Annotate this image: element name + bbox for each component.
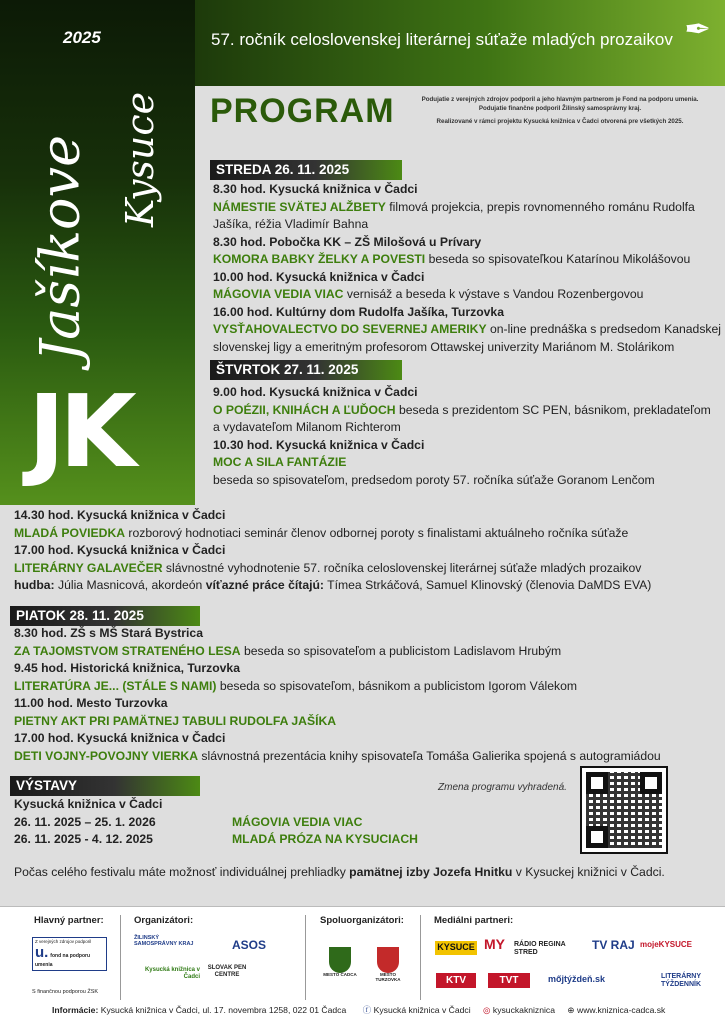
exhibition-dates: 26. 11. 2025 – 25. 1. 2026 [14, 814, 156, 829]
instagram-icon: ◎ [483, 1005, 491, 1015]
event-time-location: 16.00 hod. Kultúrny dom Rudolfa Jašíka, Turzovka [213, 304, 504, 319]
kk-logo: Kysucká knižnica v Čadci [144, 967, 200, 980]
support-line: Realizované v rámci projektu Kysucká knižnica v Čadci otvorená pre všetkých 2025. [436, 118, 684, 126]
tvraj-logo: TV RAJ [592, 938, 635, 952]
event-description: Jašíka, réžia Vladimír Bahna [213, 217, 369, 231]
header-subtitle: 57. ročník celoslovenskej literárnej súťaže mladých prozaikov [211, 30, 673, 49]
thursday-afternoon-program [14, 507, 719, 595]
memorial-room-note [14, 864, 714, 882]
footer-separator [305, 915, 306, 1000]
event-title: KOMORA BABKY ŽELKY A POVESTI [213, 252, 426, 266]
event-time-location: 9.00 hod. Kysucká knižnica v Čadci [213, 385, 418, 399]
event-description: Tímea Strkáčová, Samuel Klinovský (členovia DaMDS EVA) [323, 578, 652, 592]
program-line [213, 216, 718, 234]
day-header-exhibitions: VÝSTAVY [10, 776, 200, 796]
literarny-tyzdennik-logo: LITERÁRNY TÝŽDENNÍK [660, 973, 702, 988]
program-line [213, 402, 718, 420]
festival-title-sub: Kysuce [118, 91, 162, 227]
zsk-note: S finančnou podporou ŽSK [32, 989, 99, 995]
event-time-location: 8.30 hod. Pobočka KK – ZŠ Milošová u Prívary [213, 234, 482, 249]
organizers-heading: Organizátori: [134, 915, 194, 926]
wednesday-program [213, 181, 722, 356]
turzovka-crest [368, 947, 408, 983]
program-line [213, 199, 718, 217]
event-description: slávnostná prezentácia knihy spisovateľa Tomáša Galierika spojená s autogramiádou [198, 748, 661, 763]
event-description: vernisáž a beseda k výstave s Vandou Rozenbergovou [343, 287, 644, 301]
footer-separator [120, 915, 121, 1000]
program-line [213, 419, 718, 437]
program-line [213, 269, 718, 287]
event-title: DETI VOJNY-POVOJNY VIERKA [14, 748, 198, 763]
exhibition-name: MÁGOVIA VEDIA VIAC [232, 814, 363, 829]
program-line [14, 660, 719, 678]
event-description: slávnostné vyhodnotenie 57. ročníka celoslovenskej literárnej súťaže mladých prozaikov [162, 560, 642, 575]
facebook-link[interactable]: Kysucká knižnica v Čadci [373, 1005, 471, 1015]
tvt-logo: TVT [488, 973, 530, 988]
event-title: LITERÁRNY GALAVEČER [14, 560, 163, 575]
exhibitions-list [14, 814, 434, 849]
event-title: MOC A SILA FANTÁZIE [213, 455, 347, 469]
event-description: Júlia Masnicová, akordeón [54, 578, 206, 592]
event-title: PIETNY AKT PRI PAMÄTNEJ TABULI RUDOLFA JAŠÍKA [14, 713, 337, 728]
instagram-link[interactable]: kysuckakniznica [492, 1005, 555, 1015]
support-note [410, 96, 710, 127]
ktv-logo: KTV [436, 973, 476, 988]
festival-logo: JK [28, 373, 131, 490]
qr-code[interactable] [580, 766, 668, 854]
media-column [434, 915, 513, 926]
event-description: beseda s prezidentom SC PEN, básnikom, prekladateľom [395, 402, 711, 417]
cadca-crest [322, 947, 358, 978]
program-line [213, 321, 722, 339]
event-time-location: 8.30 hod. Kysucká knižnica v Čadci [213, 182, 418, 196]
event-time-location: hudba: [14, 578, 55, 592]
program-line [213, 339, 718, 357]
event-title: LITERATÚRA JE... (STÁLE S NAMI) [14, 678, 217, 693]
program-line [14, 730, 719, 748]
event-time-location: 9.45 hod. Historická knižnica, Turzovka [14, 661, 240, 675]
program-line [14, 695, 719, 713]
program-line [14, 525, 719, 543]
event-time-location: 17.00 hod. Kysucká knižnica v Čadci [14, 543, 226, 557]
event-time-location: víťazné práce čítajú: [205, 578, 324, 592]
program-line [213, 454, 718, 472]
program-line [14, 678, 719, 696]
radio-regina-logo: RÁDIO REGINA STRED [514, 941, 566, 956]
program-line [14, 577, 719, 595]
program-line [213, 384, 718, 402]
my-logo: MY [484, 936, 505, 952]
info-address: Kysucká knižnica v Čadci, ul. 17. novembra 1258, 022 01 Čadca [98, 1005, 347, 1015]
day-header-wednesday: STREDA 26. 11. 2025 [210, 160, 402, 180]
quill-icon: ✒ [684, 11, 711, 47]
fpu-small-text: Z verejných zdrojov podporil [35, 939, 92, 944]
mojtyzden-logo: mőjtýždeň.sk [548, 974, 606, 984]
program-line [14, 748, 719, 766]
event-title: MÁGOVIA VEDIA VIAC [213, 287, 344, 301]
zsk-logo: ŽILINSKÝ SAMOSPRÁVNY KRAJ [134, 935, 194, 948]
media-heading: Mediálni partneri: [434, 915, 514, 926]
coorganizers-heading: Spoluorganizátori: [320, 915, 404, 926]
event-title: ZA TAJOMSTVOM STRATENÉHO LESA [14, 643, 241, 658]
event-time-location: 17.00 hod. Kysucká knižnica v Čadci [14, 731, 226, 745]
day-header-thursday: ŠTVRTOK 27. 11. 2025 [210, 360, 402, 380]
web-link[interactable]: www.kniznica-cadca.sk [576, 1005, 666, 1015]
program-line [213, 437, 718, 455]
event-description: on-line prednáška s predsedom Kanadskej [486, 322, 722, 336]
event-time-location: 11.00 hod. Mesto Turzovka [14, 696, 168, 710]
fpu-logo: Z verejných zdrojov podporil u. fond na podporu umenia [32, 937, 107, 971]
event-title: MLADÁ POVIEDKA [14, 525, 126, 540]
partners-footer [0, 906, 725, 1024]
mojekysuce-logo: mojeKYSUCE [640, 940, 693, 949]
pen-logo: SLOVAK PEN CENTRE [207, 965, 247, 978]
main-partner-column [34, 915, 104, 926]
exhibition-row [14, 814, 434, 832]
info-label: Informácie: [52, 1005, 99, 1015]
coorganizers-column [320, 915, 404, 926]
program-line [213, 234, 718, 252]
event-description: filmová projekcia, prepis rovnomenného románu Rudolfa [385, 199, 695, 214]
event-description: a vydavateľom Milanom Richterom [213, 420, 401, 434]
program-line [14, 542, 719, 560]
program-line [213, 286, 718, 304]
exhibitions-place: Kysucká knižnica v Čadci [14, 797, 163, 811]
turzovka-label: MESTO TURZOVKA [375, 972, 401, 982]
festival-year: 2025 [63, 28, 101, 47]
event-description: beseda so spisovateľom, básnikom a publicistom Igorom Válekom [216, 678, 578, 693]
memorial-room-post: v Kysuckej knižnici v Čadci. [512, 865, 665, 879]
festival-title-main: Jašíkove [28, 134, 92, 362]
web-icon: ⊕ [567, 1005, 575, 1015]
program-line [213, 304, 718, 322]
program-line [14, 713, 719, 731]
event-description: beseda so spisovateľom a publicistom Ladislavom Hrubým [240, 643, 562, 658]
cadca-label: MESTO ČADCA [323, 972, 357, 977]
event-time-location: 10.30 hod. Kysucká knižnica v Čadci [213, 437, 425, 452]
event-description: rozborový hodnotiaci seminár členov odbornej poroty s finalistami aktuálneho ročníka súťaže [125, 525, 629, 540]
organizers-column [134, 915, 193, 926]
event-time-location: 10.00 hod. Kysucká knižnica v Čadci [213, 269, 425, 284]
friday-program [14, 625, 719, 765]
kysuce-logo: KYSUCE [435, 941, 477, 955]
program-title: PROGRAM [210, 92, 395, 130]
fpu-name: fond na podporu umenia [35, 952, 91, 969]
exhibition-row [14, 831, 434, 849]
event-title: NÁMESTIE SVÄTEJ ALŽBETY [213, 199, 386, 214]
main-partner-heading: Hlavný partner: [34, 915, 104, 926]
day-header-friday: PIATOK 28. 11. 2025 [10, 606, 200, 626]
header-bar [195, 0, 725, 86]
program-line [14, 625, 719, 643]
event-time-location: 8.30 hod. ZŠ s MŠ Stará Bystrica [14, 626, 203, 640]
exhibition-name: MLADÁ PRÓZA NA KYSUCIACH [232, 832, 418, 846]
thursday-program [213, 384, 718, 489]
exhibitions-section [14, 796, 434, 849]
footer-separator [420, 915, 421, 1000]
program-line [14, 643, 719, 661]
program-line [213, 181, 718, 199]
program-line [14, 507, 719, 525]
contact-info [0, 1004, 725, 1016]
support-line: Podujatie finančne podporil Žilinský samosprávny kraj. [478, 104, 642, 112]
support-line: Podujatie z verejných zdrojov podporil a jeho hlavným partnerom je Fond na podporu umenia. [421, 96, 699, 103]
event-title: VYSŤAHOVALECTVO DO SEVERNEJ AMERIKY [213, 322, 487, 336]
event-description: beseda so spisovateľkou Katarínou Mikolášovou [425, 252, 691, 266]
event-title: O POÉZII, KNIHÁCH A ĽUĎOCH [213, 402, 396, 417]
program-line [14, 560, 719, 578]
program-line [213, 251, 718, 269]
program-change-note: Zmena programu vyhradená. [438, 782, 567, 793]
facebook-icon: ⓕ [362, 1005, 372, 1015]
event-description: beseda so spisovateľom, predsedom poroty 57. ročníka súťaže Goranom Lenčom [213, 472, 655, 487]
event-time-location: 14.30 hod. Kysucká knižnica v Čadci [14, 508, 226, 522]
memorial-room-name: pamätnej izby Jozefa Hnitku [349, 865, 513, 879]
program-line [213, 472, 718, 490]
event-description: slovenskej ligy a emeritným profesorom Ottawskej univerzity Mariánom M. Stolárikom [213, 339, 675, 354]
asos-logo: ASOS [232, 938, 267, 952]
festival-banner [0, 0, 195, 505]
exhibition-dates: 26. 11. 2025 - 4. 12. 2025 [14, 832, 153, 846]
memorial-room-pre: Počas celého festivalu máte možnosť individuálnej prehliadky [14, 865, 350, 879]
